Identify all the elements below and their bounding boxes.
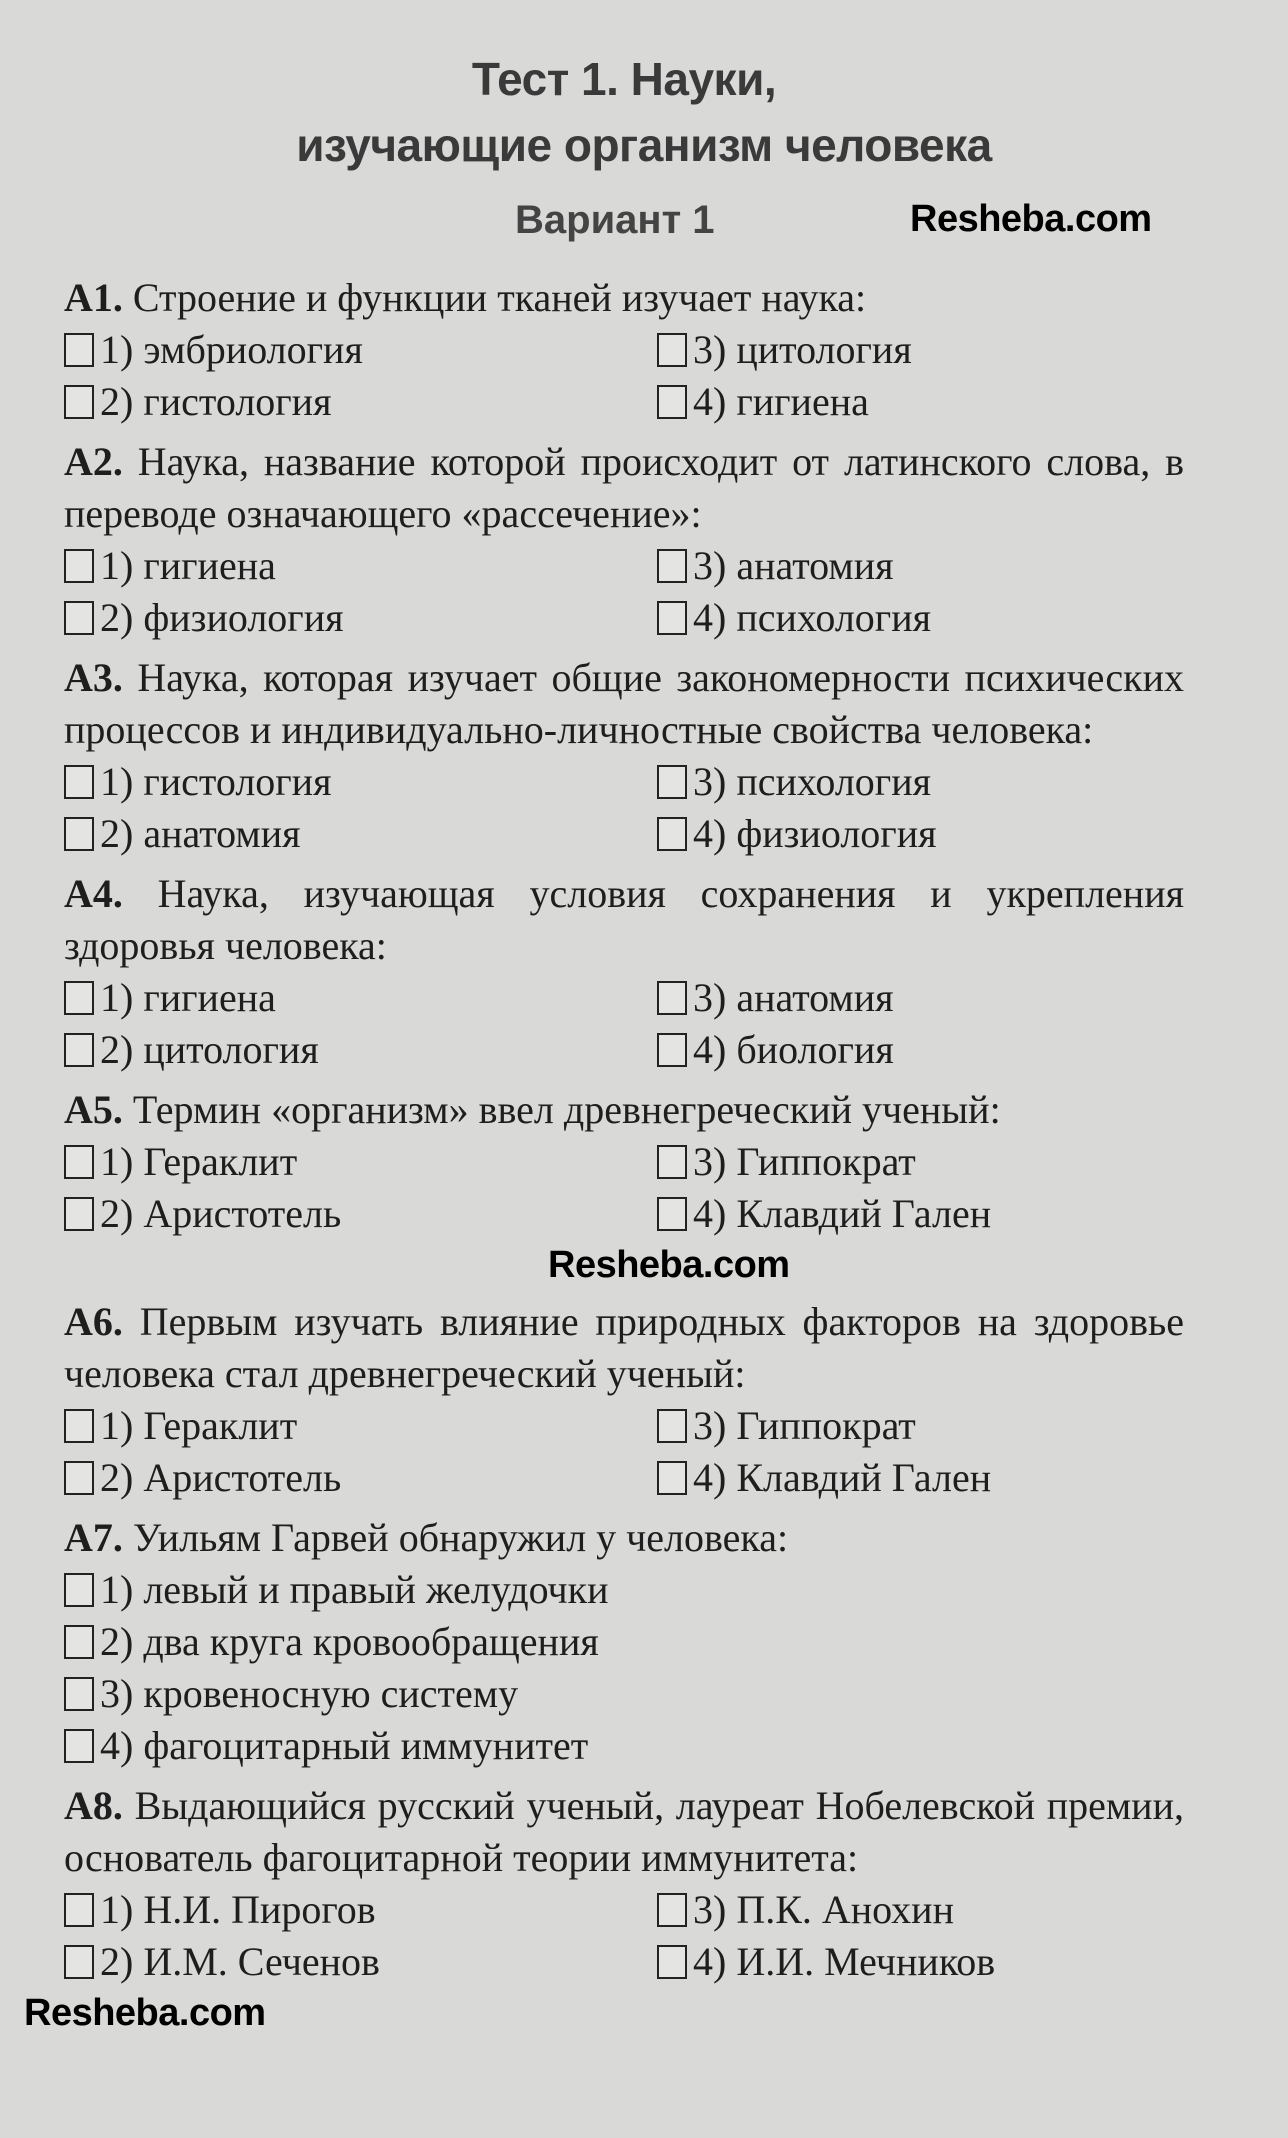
questions-list	[24, 272, 1185, 2036]
answer-option[interactable]	[657, 592, 1184, 644]
question-text	[64, 1296, 1184, 1400]
answer-option[interactable]	[657, 972, 1184, 1024]
answer-options	[64, 1400, 1184, 1504]
option-label: 2) два круга кровообращения	[100, 1619, 599, 1664]
checkbox[interactable]	[657, 765, 687, 799]
checkbox[interactable]	[64, 1033, 94, 1067]
question-prompt: Строение и функции тканей изучает наука:	[132, 275, 867, 320]
option-label: 2) Аристотель	[100, 1455, 342, 1500]
option-label: 3) психология	[693, 759, 932, 804]
question	[64, 1512, 1184, 1772]
answer-option[interactable]	[64, 1136, 657, 1188]
answer-option[interactable]	[64, 324, 657, 376]
answer-option[interactable]	[657, 1400, 1184, 1452]
answer-option[interactable]	[64, 1936, 657, 1988]
question	[64, 652, 1184, 860]
option-label: 4) физиология	[693, 811, 937, 856]
answer-option[interactable]	[64, 1884, 657, 1936]
question	[64, 1780, 1184, 1988]
checkbox[interactable]	[657, 1145, 687, 1179]
answer-option[interactable]	[64, 1188, 657, 1240]
question-prompt: Выдающийся русский ученый, лауреат Нобелевской премии, основатель фагоцитарной теории иммунитета:	[64, 1783, 1184, 1880]
option-label: 1) Н.И. Пирогов	[100, 1887, 376, 1932]
checkbox[interactable]	[64, 1197, 94, 1231]
checkbox[interactable]	[657, 1893, 687, 1927]
option-label: 4) биология	[693, 1027, 894, 1072]
watermark-middle: Resheba.com	[548, 1244, 790, 1286]
question-prompt: Уильям Гарвей обнаружил у человека:	[132, 1515, 789, 1560]
answer-options	[64, 1564, 1184, 1772]
checkbox[interactable]	[64, 1145, 94, 1179]
answer-option[interactable]	[64, 376, 657, 428]
question-text	[64, 868, 1184, 972]
option-label: 2) И.М. Сеченов	[100, 1939, 380, 1984]
answer-option[interactable]	[64, 1400, 657, 1452]
option-label: 3) анатомия	[693, 975, 894, 1020]
option-label: 1) Гераклит	[100, 1139, 298, 1184]
test-title: Тест 1. Науки,	[471, 53, 777, 105]
option-label: 2) Аристотель	[100, 1191, 342, 1236]
checkbox[interactable]	[64, 1893, 94, 1927]
answer-option[interactable]	[657, 756, 1184, 808]
variant-heading: Вариант 1	[515, 198, 715, 242]
checkbox[interactable]	[64, 1729, 94, 1763]
answer-option[interactable]	[64, 540, 657, 592]
question	[64, 1296, 1184, 1504]
option-label: 1) гигиена	[100, 975, 276, 1020]
option-label: 3) Гиппократ	[693, 1139, 916, 1184]
question-number: А1.	[64, 275, 123, 320]
option-label: 4) Клавдий Гален	[693, 1191, 992, 1236]
option-label: 4) Клавдий Гален	[693, 1455, 992, 1500]
answer-option[interactable]	[657, 1024, 1184, 1076]
question-prompt: Наука, название которой происходит от латинского слова, в переводе означающего «рассечение»:	[64, 439, 1185, 536]
question-number: А3.	[64, 655, 123, 700]
answer-option[interactable]	[657, 324, 1184, 376]
answer-option[interactable]	[657, 376, 1184, 428]
checkbox[interactable]	[657, 1945, 687, 1979]
option-label: 1) Гераклит	[100, 1403, 298, 1448]
test-subtitle: изучающие организм человека	[296, 119, 992, 171]
option-label: 2) гистология	[100, 379, 332, 424]
option-label: 1) левый и правый желудочки	[100, 1567, 609, 1612]
checkbox[interactable]	[657, 1461, 687, 1495]
answer-options	[64, 1884, 1184, 1988]
answer-options	[64, 756, 1184, 860]
question-number: А8.	[64, 1783, 123, 1828]
answer-option[interactable]	[657, 1136, 1184, 1188]
checkbox[interactable]	[64, 765, 94, 799]
checkbox[interactable]	[657, 1033, 687, 1067]
option-label: 3) цитология	[693, 327, 912, 372]
checkbox[interactable]	[64, 549, 94, 583]
checkbox[interactable]	[657, 981, 687, 1015]
question-text	[64, 1512, 1184, 1564]
checkbox[interactable]	[657, 385, 687, 419]
question-number: А7.	[64, 1515, 123, 1560]
checkbox[interactable]	[64, 1461, 94, 1495]
checkbox[interactable]	[657, 601, 687, 635]
question-prompt: Наука, которая изучает общие закономерности психических процессов и индивидуально-личностные свойства человека:	[64, 655, 1184, 752]
question-text	[64, 272, 1184, 324]
checkbox[interactable]	[64, 1945, 94, 1979]
question	[64, 272, 1184, 428]
question-text	[64, 652, 1184, 756]
answer-option[interactable]	[64, 1564, 1184, 1616]
checkbox[interactable]	[64, 1677, 94, 1711]
question	[64, 436, 1184, 644]
question-number: А6.	[64, 1299, 123, 1344]
checkbox[interactable]	[64, 1573, 94, 1607]
option-label: 3) Гиппократ	[693, 1403, 916, 1448]
checkbox[interactable]	[64, 1625, 94, 1659]
question-text	[64, 1780, 1184, 1884]
checkbox[interactable]	[657, 333, 687, 367]
option-label: 1) гистология	[100, 759, 332, 804]
option-label: 4) И.И. Мечников	[693, 1939, 996, 1984]
question-prompt: Первым изучать влияние природных факторов на здоровье человека стал древнегреческий ученый:	[64, 1299, 1185, 1396]
option-label: 1) гигиена	[100, 543, 276, 588]
answer-option[interactable]	[64, 808, 657, 860]
checkbox[interactable]	[64, 333, 94, 367]
answer-options	[64, 540, 1184, 644]
checkbox[interactable]	[657, 1197, 687, 1231]
checkbox[interactable]	[64, 601, 94, 635]
option-label: 4) фагоцитарный иммунитет	[100, 1723, 589, 1768]
answer-options	[64, 324, 1184, 428]
checkbox[interactable]	[64, 981, 94, 1015]
answer-option[interactable]	[64, 1452, 657, 1504]
option-label: 4) гигиена	[693, 379, 869, 424]
question-number: А4.	[64, 871, 123, 916]
option-label: 3) П.К. Анохин	[693, 1887, 954, 1932]
answer-option[interactable]	[657, 1936, 1184, 1988]
option-label: 2) физиология	[100, 595, 344, 640]
answer-option[interactable]	[64, 972, 657, 1024]
checkbox[interactable]	[657, 817, 687, 851]
checkbox[interactable]	[64, 1409, 94, 1443]
watermark-top: Resheba.com	[910, 198, 1152, 240]
answer-option[interactable]	[657, 1884, 1184, 1936]
question	[64, 1084, 1184, 1240]
answer-option[interactable]	[64, 756, 657, 808]
checkbox[interactable]	[657, 1409, 687, 1443]
checkbox[interactable]	[64, 385, 94, 419]
answer-option[interactable]	[64, 1720, 1184, 1772]
watermark-bottom: Resheba.com	[24, 1992, 266, 2034]
option-label: 2) цитология	[100, 1027, 319, 1072]
answer-option[interactable]	[657, 808, 1184, 860]
question-text	[64, 436, 1184, 540]
answer-option[interactable]	[657, 1188, 1184, 1240]
question-text	[64, 1084, 1184, 1136]
checkbox[interactable]	[64, 817, 94, 851]
answer-options	[64, 972, 1184, 1076]
question	[64, 868, 1184, 1076]
option-label: 1) эмбриология	[100, 327, 363, 372]
answer-option[interactable]	[64, 1668, 1184, 1720]
answer-option[interactable]	[64, 1024, 657, 1076]
question-prompt: Термин «организм» ввел древнегреческий ученый:	[132, 1087, 1001, 1132]
answer-option[interactable]	[64, 592, 657, 644]
option-label: 2) анатомия	[100, 811, 301, 856]
option-label: 4) психология	[693, 595, 932, 640]
answer-option[interactable]	[64, 1616, 1184, 1668]
question-prompt: Наука, изучающая условия сохранения и укрепления здоровья человека:	[64, 871, 1185, 968]
question-number: А5.	[64, 1087, 123, 1132]
answer-options	[64, 1136, 1184, 1240]
option-label: 3) анатомия	[693, 543, 894, 588]
question-number: А2.	[64, 439, 123, 484]
option-label: 3) кровеносную систему	[100, 1671, 519, 1716]
answer-option[interactable]	[657, 1452, 1184, 1504]
checkbox[interactable]	[657, 549, 687, 583]
answer-option[interactable]	[657, 540, 1184, 592]
